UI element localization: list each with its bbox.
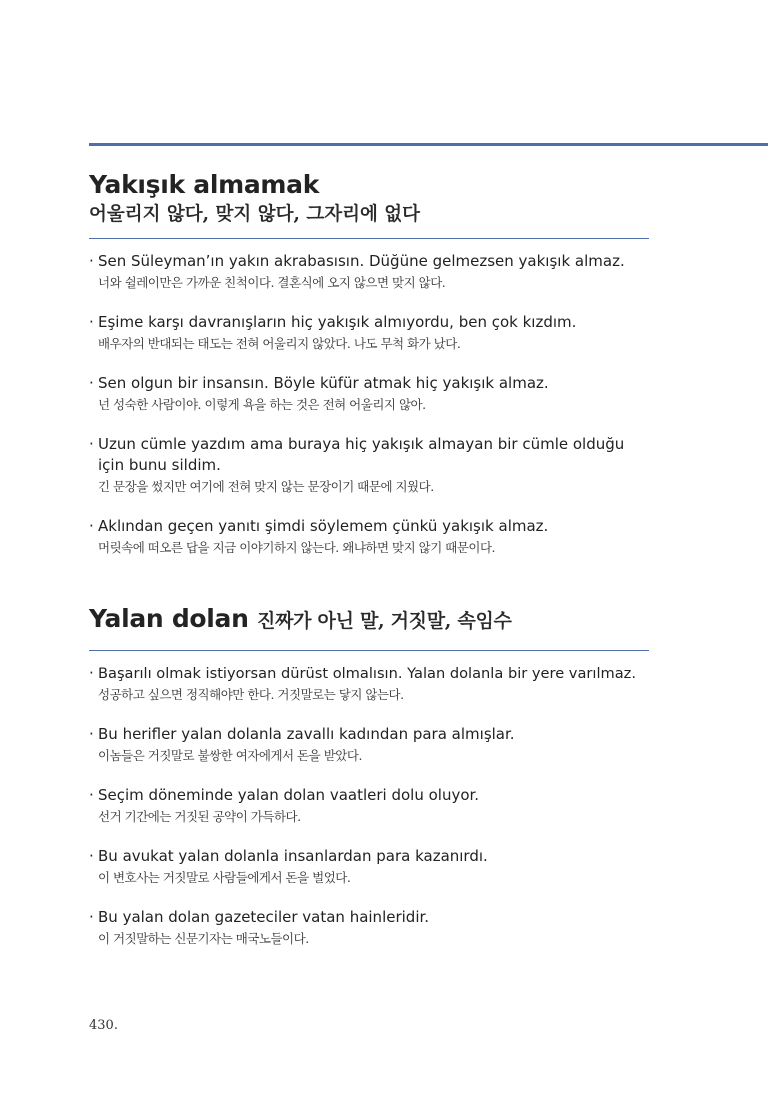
example-turkish: Uzun cümle yazdım ama buraya hiç yakışık almayan bir cümle olduğu için bunu sildim. — [98, 435, 625, 474]
example-korean: 넌 성숙한 사람이야. 이렇게 욕을 하는 것은 전혀 어울리지 않아. — [98, 397, 426, 412]
bullet: · — [89, 908, 94, 926]
example-item — [89, 312, 649, 353]
bullet: · — [89, 435, 94, 453]
example-item — [89, 907, 649, 948]
example-turkish: Sen olgun bir insansın. Böyle küfür atmak hiç yakışık almaz. — [98, 374, 549, 392]
entry-translation: 진짜가 아닌 말, 거짓말, 속임수 — [257, 610, 512, 632]
example-turkish: Aklından geçen yanıtı şimdi söylemem çünkü yakışık almaz. — [98, 517, 549, 535]
example-item — [89, 434, 649, 496]
example-turkish: Eşime karşı davranışların hiç yakışık almıyordu, ben çok kızdım. — [98, 313, 577, 331]
example-korean: 이 변호사는 거짓말로 사람들에게서 돈을 벌었다. — [98, 870, 351, 885]
example-item — [89, 785, 649, 826]
bullet: · — [89, 664, 94, 682]
example-turkish: Bu yalan dolan gazeteciler vatan hainleridir. — [98, 908, 430, 926]
example-turkish: Bu herifler yalan dolanla zavallı kadından para almışlar. — [98, 725, 515, 743]
example-korean: 배우자의 반대되는 태도는 전혀 어울리지 않았다. 나도 무척 화가 났다. — [98, 336, 461, 351]
example-list — [89, 251, 649, 557]
example-item — [89, 516, 649, 557]
example-korean: 선거 기간에는 거짓된 공약이 가득하다. — [98, 809, 301, 824]
bullet: · — [89, 786, 94, 804]
example-item — [89, 663, 649, 704]
example-item — [89, 373, 649, 414]
example-item — [89, 724, 649, 765]
bullet: · — [89, 252, 94, 270]
example-korean: 너와 쉴레이만은 가까운 친척이다. 결혼식에 오지 않으면 맞지 않다. — [98, 275, 446, 290]
page-number: 430. — [89, 1018, 118, 1033]
bullet: · — [89, 517, 94, 535]
entry-heading — [89, 604, 649, 636]
bullet: · — [89, 374, 94, 392]
example-korean: 이 거짓말하는 신문기자는 매국노들이다. — [98, 931, 309, 946]
section-divider — [89, 238, 649, 239]
example-korean: 긴 문장을 썼지만 여기에 전혀 맞지 않는 문장이기 때문에 지웠다. — [98, 479, 434, 494]
example-korean: 성공하고 싶으면 정직해야만 한다. 거짓말로는 닿지 않는다. — [98, 687, 404, 702]
example-item — [89, 846, 649, 887]
example-turkish: Sen Süleyman’ın yakın akrabasısın. Düğüne gelmezsen yakışık almaz. — [98, 252, 625, 270]
entry-title: Yakışık almamak — [89, 170, 320, 199]
entry-yalan-dolan — [89, 604, 649, 968]
bullet: · — [89, 313, 94, 331]
example-korean: 머릿속에 떠오른 답을 지금 이야기하지 않는다. 왜냐하면 맞지 않기 때문이다. — [98, 540, 496, 555]
example-turkish: Başarılı olmak istiyorsan dürüst olmalısın. Yalan dolanla bir yere varılmaz. — [98, 665, 636, 682]
bullet: · — [89, 725, 94, 743]
entry-title: Yalan dolan — [89, 604, 249, 633]
example-turkish: Bu avukat yalan dolanla insanlardan para kazanırdı. — [98, 847, 488, 865]
example-turkish: Seçim döneminde yalan dolan vaatleri dolu oluyor. — [98, 786, 480, 804]
section-divider — [89, 650, 649, 651]
bullet: · — [89, 847, 94, 865]
example-korean: 이놈들은 거짓말로 불쌍한 여자에게서 돈을 받았다. — [98, 748, 362, 763]
example-list — [89, 663, 649, 948]
entry-translation: 어울리지 않다, 맞지 않다, 그자리에 없다 — [89, 204, 421, 225]
header-rule — [89, 143, 768, 146]
entry-yakisik-almamak — [89, 170, 649, 577]
example-item — [89, 251, 649, 292]
